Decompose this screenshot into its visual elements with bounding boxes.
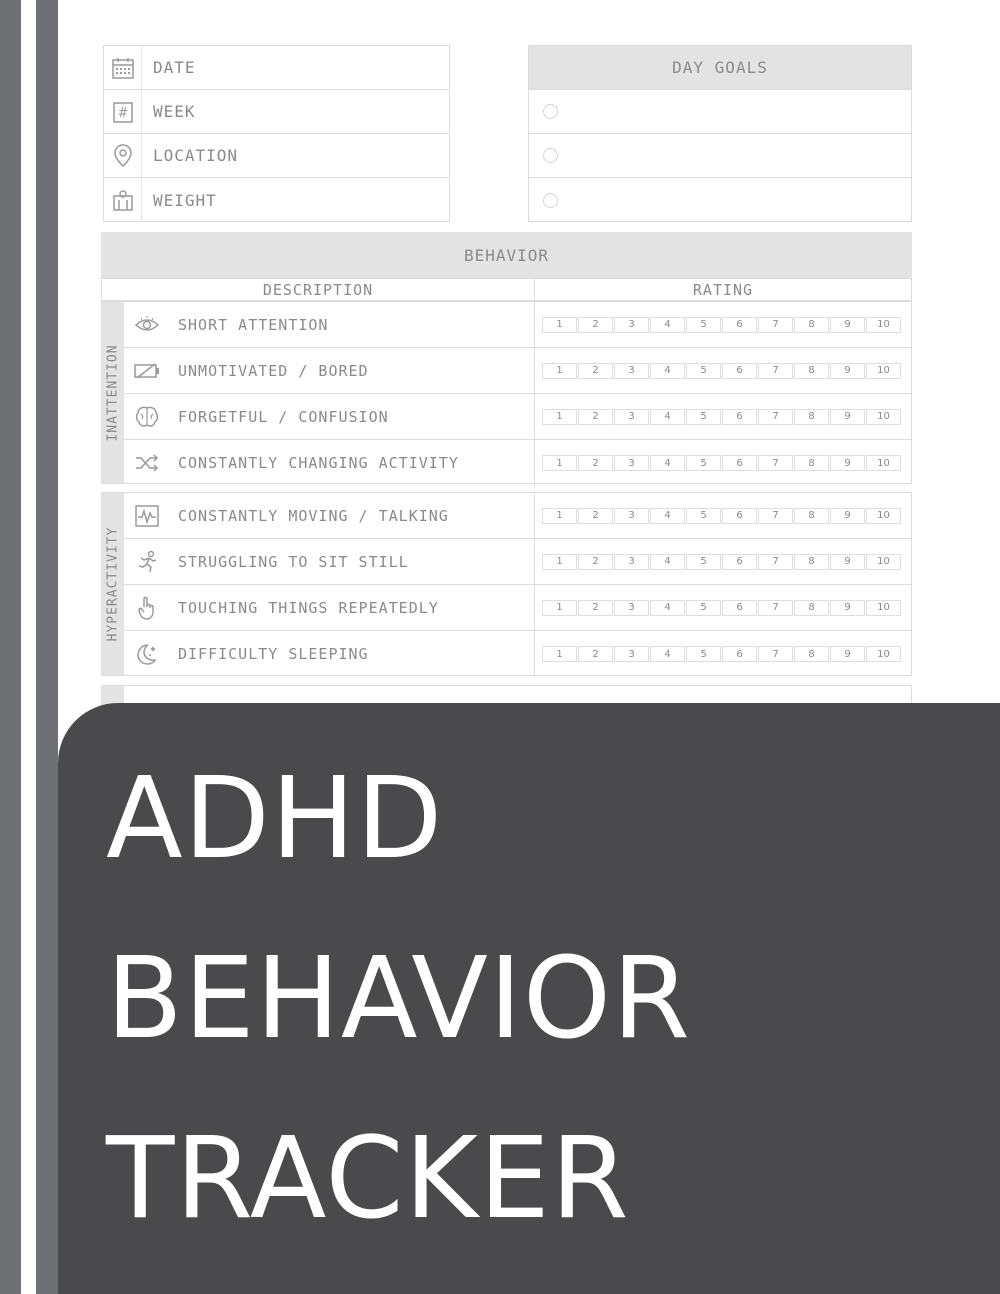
rating-cell-2[interactable]: 2 bbox=[578, 409, 613, 425]
rating-cell-1[interactable]: 1 bbox=[542, 317, 577, 333]
svg-text:#: # bbox=[117, 105, 128, 121]
info-label-location: LOCATION bbox=[153, 146, 239, 165]
behavior-row bbox=[124, 539, 911, 585]
rating-cell-8[interactable]: 8 bbox=[794, 363, 829, 379]
rating-cell-10[interactable]: 10 bbox=[866, 317, 901, 333]
rating-cell-4[interactable]: 4 bbox=[650, 317, 685, 333]
rating-cell-7[interactable]: 7 bbox=[758, 554, 793, 570]
rating-cell-8[interactable]: 8 bbox=[794, 554, 829, 570]
eye-icon bbox=[132, 315, 162, 335]
goal-row[interactable] bbox=[529, 178, 911, 222]
behavior-label: TOUCHING THINGS REPEATEDLY bbox=[178, 598, 439, 617]
rating-cell-1[interactable]: 1 bbox=[542, 600, 577, 616]
info-label-date: DATE bbox=[153, 58, 196, 77]
info-row-weight bbox=[104, 178, 449, 222]
rating-cell-5[interactable]: 5 bbox=[686, 455, 721, 471]
rating-scale bbox=[542, 554, 902, 570]
rating-cell-4[interactable]: 4 bbox=[650, 455, 685, 471]
info-label-week: WEEK bbox=[153, 102, 196, 121]
rating-cell-7[interactable]: 7 bbox=[758, 363, 793, 379]
rating-scale bbox=[542, 508, 902, 524]
rating-cell-9[interactable]: 9 bbox=[830, 455, 865, 471]
description-header-label: DESCRIPTION bbox=[262, 280, 374, 299]
info-label-weight: WEIGHT bbox=[153, 190, 217, 210]
rating-scale bbox=[542, 317, 902, 333]
rating-cell-4[interactable]: 4 bbox=[650, 646, 685, 662]
rating-cell-1[interactable]: 1 bbox=[542, 508, 577, 524]
rating-cell-3[interactable]: 3 bbox=[614, 409, 649, 425]
behavior-label: CONSTANTLY CHANGING ACTIVITY bbox=[178, 454, 459, 472]
rating-cell-6[interactable]: 6 bbox=[722, 600, 757, 616]
scale-icon bbox=[104, 178, 142, 222]
rating-cell-4[interactable]: 4 bbox=[650, 363, 685, 379]
left-stripe-outer bbox=[0, 0, 21, 1294]
rating-cell-10[interactable]: 10 bbox=[866, 600, 901, 616]
rating-cell-1[interactable]: 1 bbox=[542, 646, 577, 662]
rating-cell-9[interactable]: 9 bbox=[830, 363, 865, 379]
rating-cell-3[interactable]: 3 bbox=[614, 363, 649, 379]
group-label-hyperactivity: HYPERACTIVITY bbox=[105, 526, 121, 642]
rating-cell-10[interactable]: 10 bbox=[866, 646, 901, 662]
rating-cell-2[interactable]: 2 bbox=[578, 646, 613, 662]
rating-cell-5[interactable]: 5 bbox=[686, 409, 721, 425]
rating-cell-7[interactable]: 7 bbox=[758, 317, 793, 333]
rating-scale bbox=[542, 600, 902, 616]
rating-cell-7[interactable]: 7 bbox=[758, 508, 793, 524]
behavior-label: SHORT ATTENTION bbox=[178, 315, 329, 334]
rating-column-header bbox=[534, 278, 912, 301]
rating-cell-1[interactable]: 1 bbox=[542, 409, 577, 425]
behavior-row bbox=[124, 302, 911, 348]
rating-cell-6[interactable]: 6 bbox=[722, 363, 757, 379]
behavior-title: BEHAVIOR bbox=[463, 245, 550, 265]
rating-cell-9[interactable]: 9 bbox=[830, 508, 865, 524]
hash-icon bbox=[104, 90, 142, 133]
rating-cell-7[interactable]: 7 bbox=[758, 409, 793, 425]
rating-cell-2[interactable]: 2 bbox=[578, 600, 613, 616]
goal-checkbox[interactable] bbox=[543, 193, 558, 208]
rating-cell-6[interactable]: 6 bbox=[722, 317, 757, 333]
behavior-header bbox=[101, 232, 912, 278]
battery-off-icon bbox=[132, 362, 162, 380]
rating-cell-6[interactable]: 6 bbox=[722, 409, 757, 425]
rating-cell-8[interactable]: 8 bbox=[794, 508, 829, 524]
rating-cell-7[interactable]: 7 bbox=[758, 455, 793, 471]
rating-cell-4[interactable]: 4 bbox=[650, 508, 685, 524]
goal-row[interactable] bbox=[529, 134, 911, 178]
rating-cell-5[interactable]: 5 bbox=[686, 317, 721, 333]
rating-cell-2[interactable]: 2 bbox=[578, 363, 613, 379]
rating-cell-5[interactable]: 5 bbox=[686, 646, 721, 662]
rating-cell-3[interactable]: 3 bbox=[614, 554, 649, 570]
goal-checkbox[interactable] bbox=[543, 148, 558, 163]
rating-cell-9[interactable]: 9 bbox=[830, 317, 865, 333]
rating-cell-8[interactable]: 8 bbox=[794, 646, 829, 662]
rating-cell-1[interactable]: 1 bbox=[542, 363, 577, 379]
rating-cell-5[interactable]: 5 bbox=[686, 508, 721, 524]
rating-cell-3[interactable]: 3 bbox=[614, 455, 649, 471]
rating-cell-5[interactable]: 5 bbox=[686, 600, 721, 616]
cover-title-line-2: BEHAVIOR bbox=[106, 934, 691, 1064]
behavior-group-inattention bbox=[101, 301, 912, 484]
left-stripe-gap bbox=[21, 0, 36, 1294]
rating-cell-3[interactable]: 3 bbox=[614, 508, 649, 524]
pulse-icon bbox=[132, 505, 162, 527]
rating-cell-4[interactable]: 4 bbox=[650, 600, 685, 616]
rating-header-label: RATING bbox=[692, 280, 754, 299]
behavior-label: UNMOTIVATED / BORED bbox=[178, 361, 369, 380]
rating-cell-8[interactable]: 8 bbox=[794, 600, 829, 616]
rating-cell-10[interactable]: 10 bbox=[866, 455, 901, 471]
calendar-icon bbox=[104, 46, 142, 89]
rating-cell-6[interactable]: 6 bbox=[722, 455, 757, 471]
rating-cell-8[interactable]: 8 bbox=[794, 455, 829, 471]
behavior-label: DIFFICULTY SLEEPING bbox=[178, 645, 369, 663]
hand-pointer-icon bbox=[132, 595, 162, 621]
goal-checkbox[interactable] bbox=[543, 104, 558, 119]
description-column-header bbox=[101, 278, 535, 301]
day-goals-title: DAY GOALS bbox=[672, 58, 768, 77]
rating-cell-10[interactable]: 10 bbox=[866, 508, 901, 524]
rating-scale bbox=[542, 409, 902, 425]
rating-cell-2[interactable]: 2 bbox=[578, 317, 613, 333]
behavior-row bbox=[124, 394, 911, 440]
behavior-row bbox=[124, 348, 911, 394]
day-goals-header bbox=[529, 46, 911, 90]
rating-cell-1[interactable]: 1 bbox=[542, 455, 577, 471]
rating-cell-4[interactable]: 4 bbox=[650, 554, 685, 570]
rating-cell-9[interactable]: 9 bbox=[830, 646, 865, 662]
rating-scale bbox=[542, 455, 902, 471]
brain-icon bbox=[132, 405, 162, 429]
rating-cell-6[interactable]: 6 bbox=[722, 646, 757, 662]
behavior-row bbox=[124, 631, 911, 677]
cover-title-line-3: TRACKER bbox=[106, 1114, 630, 1244]
rating-cell-3[interactable]: 3 bbox=[614, 600, 649, 616]
rating-cell-8[interactable]: 8 bbox=[794, 409, 829, 425]
rating-cell-6[interactable]: 6 bbox=[722, 554, 757, 570]
left-stripe-inner bbox=[36, 0, 58, 1294]
rating-cell-2[interactable]: 2 bbox=[578, 554, 613, 570]
group-label-inattention: INATTENTION bbox=[105, 343, 121, 442]
group-sidebar bbox=[102, 493, 124, 675]
behavior-row bbox=[124, 440, 911, 486]
rating-cell-3[interactable]: 3 bbox=[614, 317, 649, 333]
goal-row[interactable] bbox=[529, 90, 911, 134]
rating-cell-8[interactable]: 8 bbox=[794, 317, 829, 333]
behavior-label: FORGETFUL / CONFUSION bbox=[178, 407, 389, 426]
shuffle-icon bbox=[132, 453, 162, 473]
info-row-date bbox=[104, 46, 449, 90]
rating-cell-10[interactable]: 10 bbox=[866, 363, 901, 379]
info-row-week bbox=[104, 90, 449, 134]
rating-cell-5[interactable]: 5 bbox=[686, 363, 721, 379]
rating-cell-2[interactable]: 2 bbox=[578, 455, 613, 471]
cover-title-line-1: ADHD bbox=[106, 754, 444, 884]
moon-icon bbox=[132, 642, 162, 666]
rating-cell-7[interactable]: 7 bbox=[758, 600, 793, 616]
rating-cell-10[interactable]: 10 bbox=[866, 554, 901, 570]
rating-cell-4[interactable]: 4 bbox=[650, 409, 685, 425]
info-row-location bbox=[104, 134, 449, 178]
behavior-label: CONSTANTLY MOVING / TALKING bbox=[178, 506, 449, 525]
info-box bbox=[103, 45, 450, 222]
rating-cell-3[interactable]: 3 bbox=[614, 646, 649, 662]
rating-cell-7[interactable]: 7 bbox=[758, 646, 793, 662]
rating-cell-9[interactable]: 9 bbox=[830, 409, 865, 425]
cover-title-panel bbox=[58, 703, 1000, 1294]
group-sidebar bbox=[102, 302, 124, 483]
behavior-label: STRUGGLING TO SIT STILL bbox=[178, 552, 409, 571]
rating-cell-10[interactable]: 10 bbox=[866, 409, 901, 425]
running-person-icon bbox=[132, 550, 162, 574]
rating-scale bbox=[542, 646, 902, 662]
location-pin-icon bbox=[104, 134, 142, 177]
behavior-row bbox=[124, 585, 911, 631]
rating-cell-9[interactable]: 9 bbox=[830, 554, 865, 570]
rating-cell-9[interactable]: 9 bbox=[830, 600, 865, 616]
rating-cell-1[interactable]: 1 bbox=[542, 554, 577, 570]
rating-cell-2[interactable]: 2 bbox=[578, 508, 613, 524]
rating-cell-5[interactable]: 5 bbox=[686, 554, 721, 570]
behavior-row bbox=[124, 493, 911, 539]
behavior-group-hyperactivity bbox=[101, 492, 912, 676]
day-goals-box bbox=[528, 45, 912, 222]
rating-scale bbox=[542, 363, 902, 379]
rating-cell-6[interactable]: 6 bbox=[722, 508, 757, 524]
